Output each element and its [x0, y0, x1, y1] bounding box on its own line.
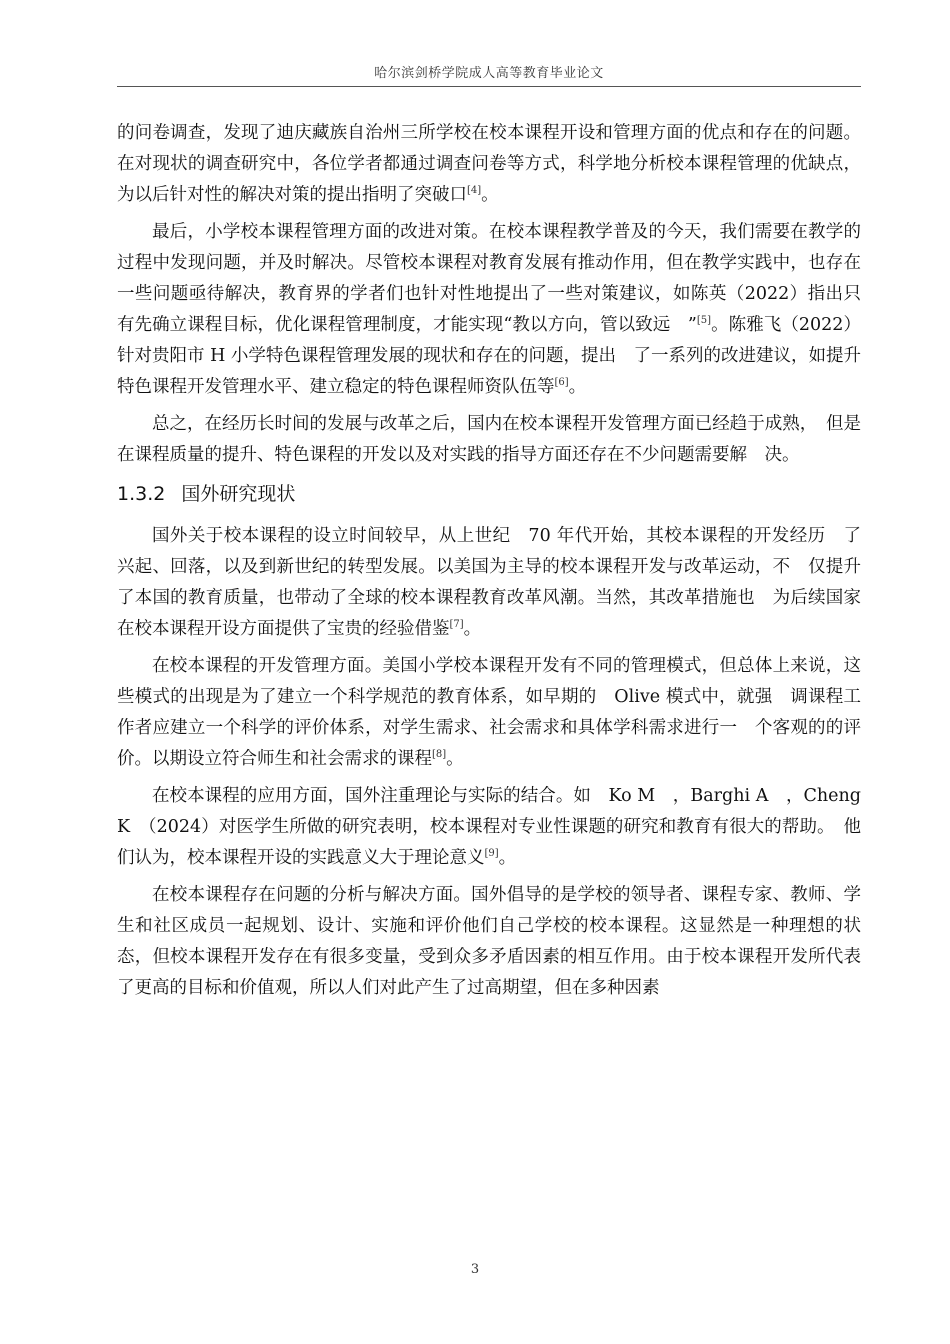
section-title: 国外研究现状 — [181, 483, 296, 505]
section-number: 1.3.2 — [117, 483, 166, 505]
paragraph-summary — [117, 409, 861, 471]
paragraph-development-management — [117, 651, 861, 775]
paragraph-tail: 。 — [498, 848, 517, 868]
section-heading — [117, 479, 861, 509]
paragraph-text: 在校本课程存在问题的分析与解决方面。国外倡导的是学校的领导者、课程专家、教师、学生和社区成员一起规划、设计、实施和评价他们自己学校的校本课程。这显然是一种理想的状态，但校本课程开发存在有很多变量，受到众多矛盾因素的相互作用。由于校本课程开发所代表了更高的目标和价值观，所以人们对此产生了过高期望，但在多种因素 — [117, 885, 861, 998]
paragraph-continuation — [117, 118, 861, 211]
citation-ref[interactable]: [6] — [554, 377, 569, 389]
main-text — [117, 118, 861, 1010]
paragraph-tail: 。 — [568, 377, 587, 397]
paragraph-text: 总之，在经历长时间的发展与改革之后，国内在校本课程开发管理方面已经趋于成熟， 但是在课程质量的提升、特色课程的开发以及对实践的指导方面还存在不少问题需要解 决。 — [117, 414, 861, 465]
paragraph-tail: 。 — [463, 619, 482, 639]
citation-ref[interactable]: [8] — [432, 749, 447, 761]
paragraph-text: 的问卷调查，发现了迪庆藏族自治州三所学校在校本课程开设和管理方面的优点和存在的问题。在对现状的调查研究中，各位学者都通过调查问卷等方式，科学地分析校本课程管理的优缺点，为以后针对性的解决对策的提出指明了突破口 — [117, 123, 861, 205]
paragraph-text: 最后，小学校本课程管理方面的改进对策。在校本课程教学普及的今天，我们需要在教学的过程中发现问题，并及时解决。尽管校本课程对教育发展有推动作用，但在教学实践中，也存在一些问题亟待解决，教育界的学者们也针对性地提出了一些对策建议，如陈英（2022）指出只有先确立课程目标，优化课程管理制度，才能实现“教以方向，管以致远 ” — [117, 222, 861, 335]
citation-ref[interactable]: [4] — [467, 185, 482, 197]
paragraph-problem-analysis — [117, 880, 861, 1004]
running-header: 哈尔滨剑桥学院成人高等教育毕业论文 — [374, 66, 604, 81]
paragraph-foreign-history — [117, 521, 861, 645]
paragraph-application — [117, 781, 861, 874]
citation-ref[interactable]: [5] — [696, 315, 712, 327]
page-number: 3 — [470, 1262, 480, 1277]
header-divider — [117, 86, 861, 87]
paragraph-tail: 。 — [446, 749, 464, 769]
citation-ref[interactable]: [7] — [449, 619, 464, 631]
paragraph-text: 。陈雅飞（2022）针对贵阳市 H 小学特色课程管理发展的现状和存在的问题，提出 了一系列的改进建议，如提升特色课程开发管理水平、建立稳定的特色课程师资队伍等 — [117, 315, 862, 397]
paragraph-text: 在校本课程的应用方面，国外注重理论与实际的结合。如 Ko M ，Barghi A ，Cheng K （2024）对医学生所做的研究表明，校本课程对专业性课题的研究和教育有很大的帮助。 他们认为，校本课程开设的实践意义大于理论意义 — [117, 786, 861, 868]
paragraph-improvement-measures — [117, 217, 861, 403]
paragraph-text: 在校本课程的开发管理方面。美国小学校本课程开发有不同的管理模式，但总体上来说，这些模式的出现是为了建立一个科学规范的教育体系，如早期的 Olive 模式中，就强 调课程工作者应建立一个科学的评价体系，对学生需求、社会需求和具体学科需求进行一 个客观的的评价。以期设立符合师生和社会需求的课程 — [117, 656, 861, 769]
paragraph-tail: 。 — [481, 185, 499, 205]
citation-ref[interactable]: [9] — [484, 848, 499, 860]
paragraph-text: 国外关于校本课程的设立时间较早，从上世纪 70 年代开始，其校本课程的开发经历 了兴起、回落，以及到新世纪的转型发展。以美国为主导的校本课程开发与改革运动，不 仅提升了本国的教育质量，也带动了全球的校本课程教育改革风潮。当然，其改革措施也 为后续国家在校本课程开设方面提供了宝贵的经验借鉴 — [117, 526, 861, 639]
